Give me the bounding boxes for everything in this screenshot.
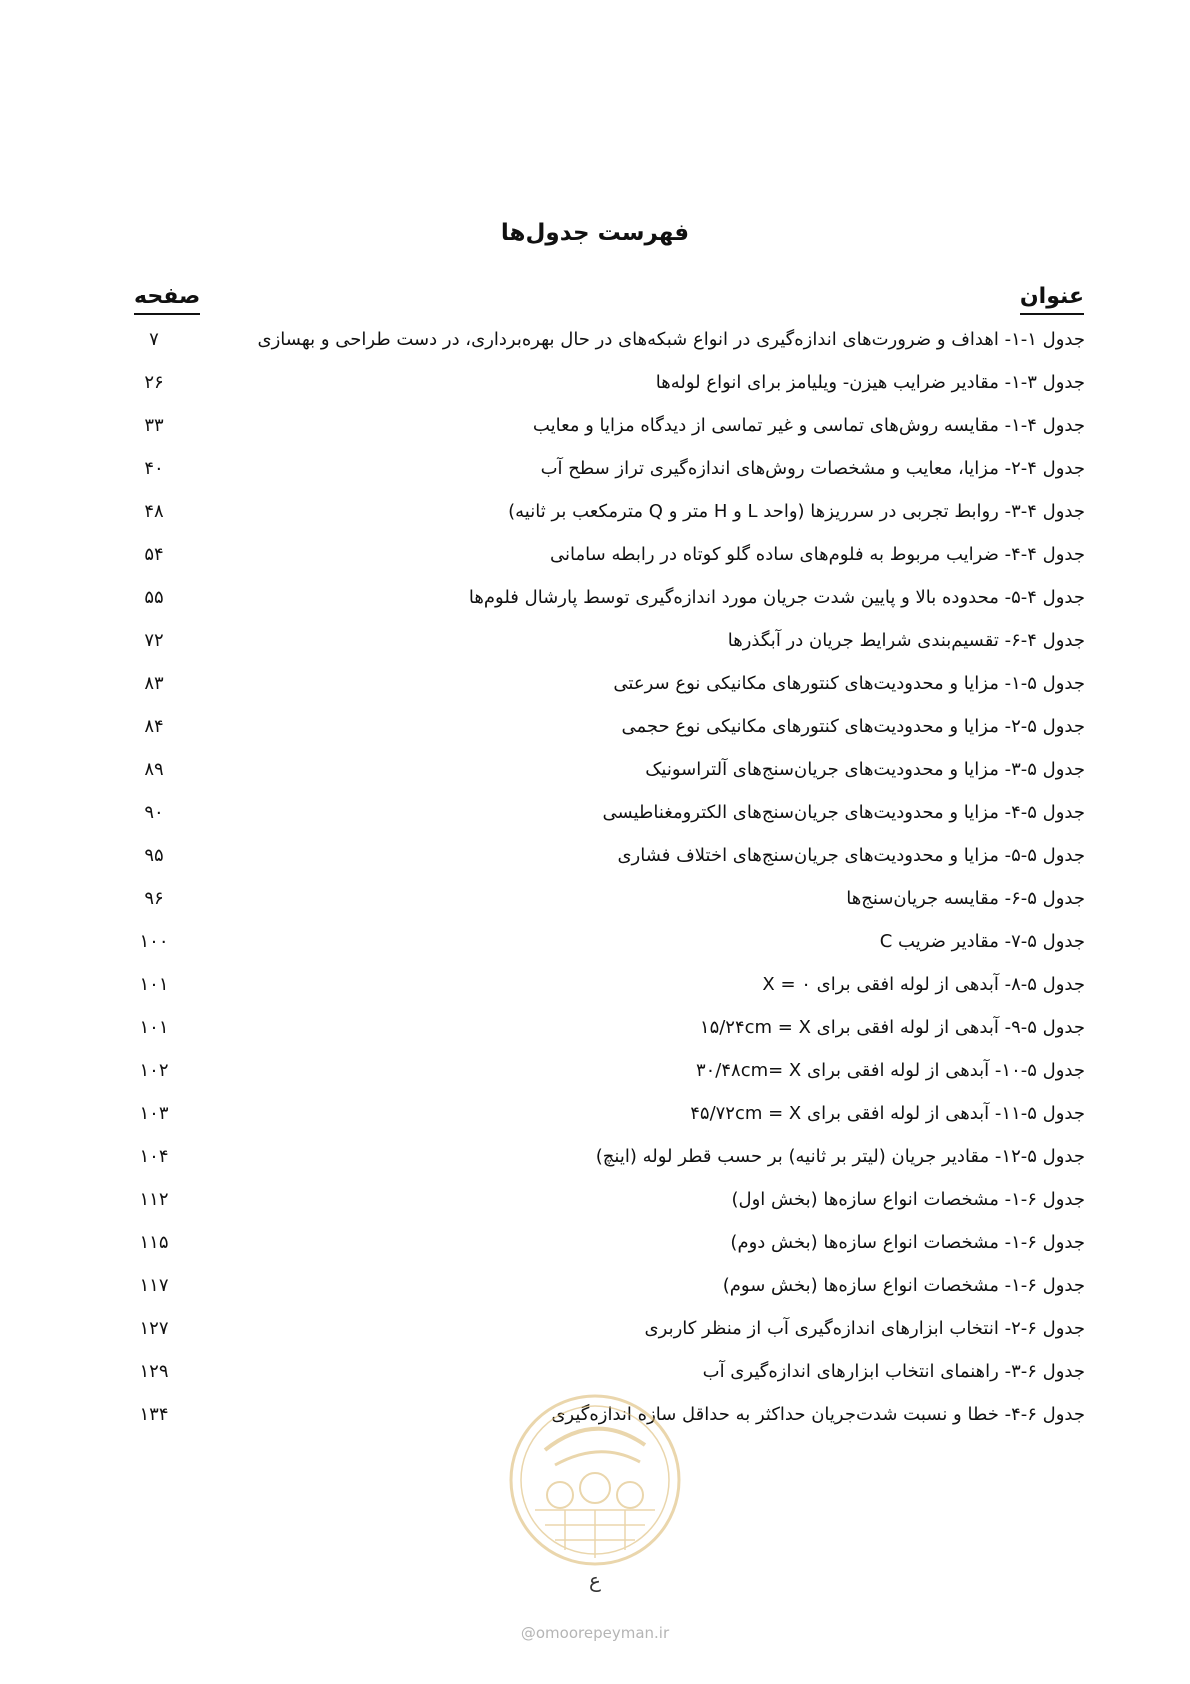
toc-entry — [128, 328, 1085, 371]
toc-entry-page: ۱۰۲ — [139, 1060, 169, 1081]
toc-entry-page: ۱۰۰ — [139, 931, 169, 952]
toc-entry-title: جدول ۶-۳- راهنمای انتخاب ابزارهای اندازه‌گیری آب — [702, 1361, 1085, 1382]
toc-entry-title: جدول ۵-۴- مزایا و محدودیت‌های جریان‌سنج‌های الکترومغناطیسی — [602, 802, 1085, 823]
toc-entry-title: جدول ۵-۹- آبدهی از لوله افقی برای ۱۵/۲۴cm = X — [699, 1017, 1085, 1038]
toc-entry — [128, 1274, 1085, 1317]
toc-entry-page: ۱۱۵ — [139, 1232, 169, 1253]
toc-entry-title: جدول ۳-۱- مقادیر ضرایب هیزن- ویلیامز برای انواع لوله‌ها — [655, 372, 1085, 393]
toc-entry-title: جدول ۶-۲- انتخاب ابزارهای اندازه‌گیری آب از منظر کاربری — [644, 1318, 1085, 1339]
toc-entry-page: ۷ — [149, 329, 159, 350]
toc-entry-title: جدول ۴-۶- تقسیم‌بندی شرایط جریان در آبگذرها — [727, 630, 1085, 651]
toc-entry-page: ۴۰ — [144, 458, 164, 479]
toc-entry-page: ۳۳ — [144, 415, 164, 436]
toc-entry — [128, 1102, 1085, 1145]
toc-entry-title: جدول ۵-۱۲- مقادیر جریان (لیتر بر ثانیه) بر حسب قطر لوله (اینچ) — [595, 1146, 1085, 1167]
toc-entry-title: جدول ۶-۱- مشخصات انواع سازه‌ها (بخش اول) — [731, 1189, 1085, 1210]
toc-entry — [128, 629, 1085, 672]
toc-entry — [128, 1317, 1085, 1360]
toc-entry-page: ۱۰۱ — [139, 1017, 169, 1038]
toc-entry-title: جدول ۵-۱۱- آبدهی از لوله افقی برای ۴۵/۷۲cm = X — [690, 1103, 1085, 1124]
watermark-url: @omoorepeyman.ir — [520, 1624, 670, 1642]
toc-entry — [128, 973, 1085, 1016]
toc-entry-title: جدول ۵-۵- مزایا و محدودیت‌های جریان‌سنج‌های اختلاف فشاری — [617, 845, 1085, 866]
toc-entry-page: ۷۲ — [144, 630, 164, 651]
toc-entry-title: جدول ۵-۲- مزایا و محدودیت‌های کنتورهای مکانیکی نوع حجمی — [621, 716, 1085, 737]
toc-entry — [128, 715, 1085, 758]
table-of-contents-list — [128, 328, 1085, 1446]
toc-entry-page: ۵۴ — [144, 544, 164, 565]
toc-entry-title: جدول ۵-۶- مقایسه جریان‌سنج‌ها — [846, 888, 1085, 909]
toc-entry — [128, 758, 1085, 801]
toc-entry-page: ۴۸ — [144, 501, 164, 522]
toc-entry — [128, 414, 1085, 457]
toc-entry — [128, 543, 1085, 586]
toc-entry-page: ۹۰ — [144, 802, 164, 823]
toc-entry — [128, 1016, 1085, 1059]
toc-entry — [128, 586, 1085, 629]
toc-entry-title: جدول ۶-۱- مشخصات انواع سازه‌ها (بخش دوم) — [730, 1232, 1085, 1253]
toc-entry-page: ۱۰۳ — [139, 1103, 169, 1124]
toc-entry-title: جدول ۴-۲- مزایا، معایب و مشخصات روش‌های اندازه‌گیری تراز سطح آب — [540, 458, 1085, 479]
page-title: فهرست جدول‌ها — [500, 220, 690, 246]
toc-entry-title: جدول ۵-۸- آبدهی از لوله افقی برای ۰ = X — [762, 974, 1085, 995]
toc-entry-page: ۸۳ — [144, 673, 164, 694]
toc-entry-title: جدول ۴-۵- محدوده بالا و پایین شدت جریان مورد اندازه‌گیری توسط پارشال فلوم‌ها — [468, 587, 1085, 608]
toc-entry — [128, 672, 1085, 715]
seal-watermark-icon — [505, 1390, 685, 1570]
toc-entry-title: جدول ۵-۱- مزایا و محدودیت‌های کنتورهای مکانیکی نوع سرعتی — [613, 673, 1085, 694]
toc-entry-title: جدول ۱-۱- اهداف و ضرورت‌های اندازه‌گیری در انواع شبکه‌های در حال بهره‌برداری، در دست طراحی و بهسازی — [257, 329, 1085, 350]
toc-entry-page: ۸۴ — [144, 716, 164, 737]
toc-entry-page: ۸۹ — [144, 759, 164, 780]
page-column-header: صفحه — [134, 283, 200, 315]
toc-entry-page: ۱۱۷ — [139, 1275, 169, 1296]
toc-entry-title: جدول ۶-۴- خطا و نسبت شدت‌جریان حداکثر به حداقل سازه اندازه‌گیری — [551, 1404, 1085, 1425]
toc-entry-title: جدول ۴-۴- ضرایب مربوط به فلوم‌های ساده گلو کوتاه در رابطه سامانی — [550, 544, 1085, 565]
toc-entry-page: ۱۲۹ — [139, 1361, 169, 1382]
toc-entry — [128, 457, 1085, 500]
toc-entry-page: ۵۵ — [144, 587, 164, 608]
title-column-header: عنوان — [1020, 283, 1084, 315]
toc-entry-page: ۱۰۴ — [139, 1146, 169, 1167]
toc-entry-page: ۹۵ — [144, 845, 164, 866]
toc-entry-page: ۱۲۷ — [139, 1318, 169, 1339]
toc-entry-title: جدول ۴-۱- مقایسه روش‌های تماسی و غیر تماسی از دیدگاه مزایا و معایب — [532, 415, 1085, 436]
toc-entry — [128, 1231, 1085, 1274]
toc-entry-page: ۱۱۲ — [139, 1189, 169, 1210]
toc-entry — [128, 844, 1085, 887]
toc-entry — [128, 500, 1085, 543]
toc-entry-page: ۹۶ — [144, 888, 164, 909]
toc-entry — [128, 801, 1085, 844]
toc-entry — [128, 1059, 1085, 1102]
toc-entry-page: ۱۰۱ — [139, 974, 169, 995]
toc-entry-title: جدول ۵-۳- مزایا و محدودیت‌های جریان‌سنج‌های آلتراسونیک — [645, 759, 1085, 780]
toc-entry-title: جدول ۴-۳- روابط تجربی در سرریزها (واحد L و H متر و Q مترمکعب بر ثانیه) — [508, 501, 1085, 522]
toc-entry-title: جدول ۵-۱۰- آبدهی از لوله افقی برای ۳۰/۴۸cm= X — [695, 1060, 1085, 1081]
toc-entry — [128, 371, 1085, 414]
toc-entry — [128, 1145, 1085, 1188]
page-number: ع — [589, 1568, 601, 1592]
toc-entry — [128, 887, 1085, 930]
toc-entry — [128, 930, 1085, 973]
toc-entry — [128, 1188, 1085, 1231]
toc-entry-title: جدول ۵-۷- مقادیر ضریب C — [879, 931, 1085, 952]
toc-entry-title: جدول ۶-۱- مشخصات انواع سازه‌ها (بخش سوم) — [722, 1275, 1085, 1296]
toc-entry-page: ۲۶ — [144, 372, 164, 393]
toc-entry-page: ۱۳۴ — [139, 1404, 169, 1425]
